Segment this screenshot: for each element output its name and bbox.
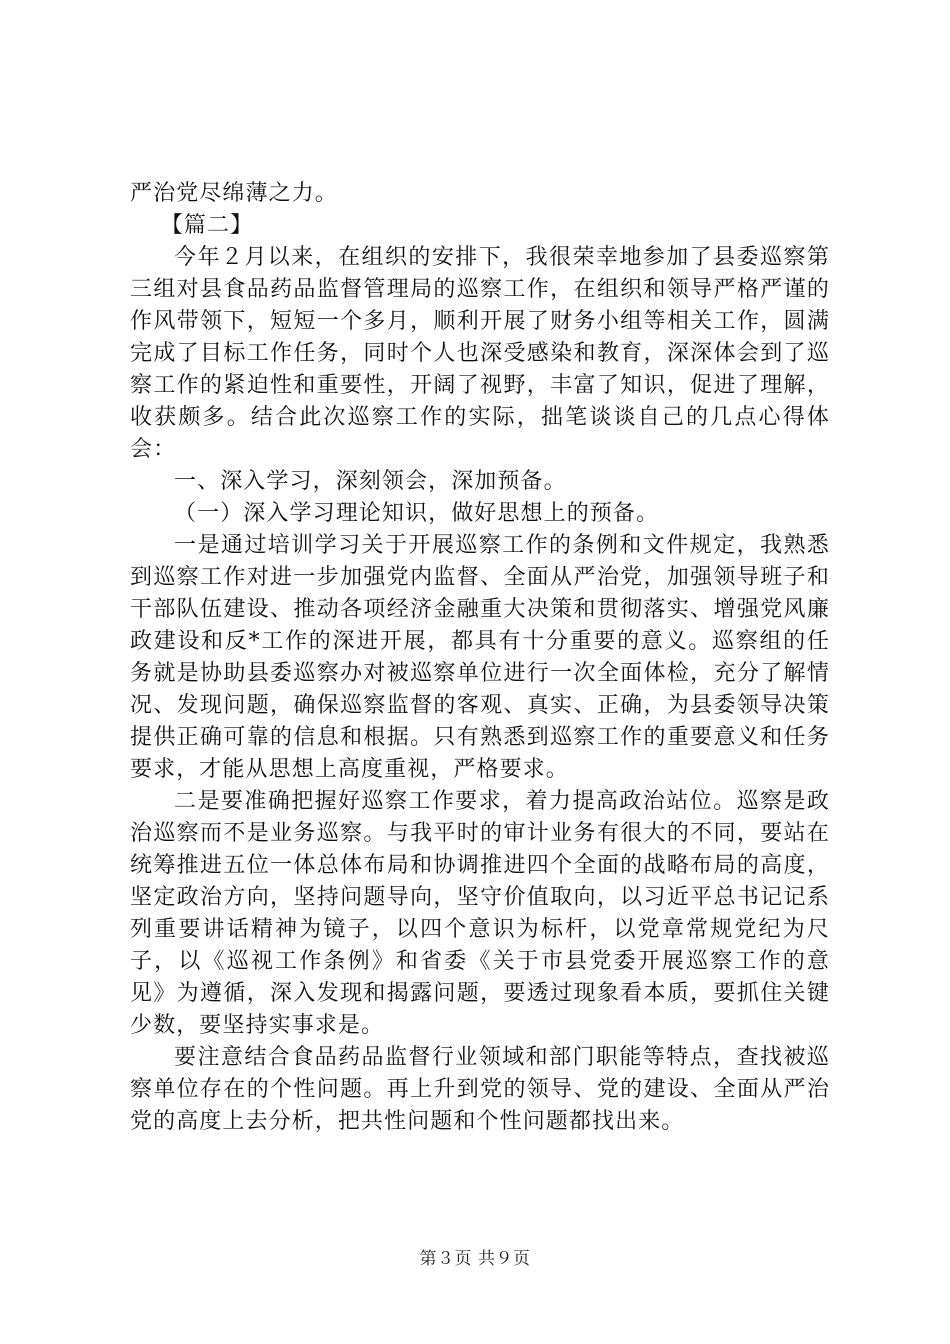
subsection-title-1: （一）深入学习理论知识，做好思想上的预备。 xyxy=(174,501,660,526)
paragraph-point-2: 二是要准确把握好巡察工作要求，着力提高政治站位。巡察是政治巡察而不是业务巡察。与我平时的审计业务有很大的不同，要站在统筹推进五位一体总体布局和协调推进四个全面的战略布局的高度，坚定政治方向，坚持问题导向，坚守价值取向，以习近平总书记记系列重要讲话精神为镜子，以四个意识为标杆，以党章常规党纪为尺子，以《巡视工作条例》和省委《关于市县党委开展巡察工作的意见》为遵循，深入发现和揭露问题，要透过现象看本质，要抓住关键少数，要坚持实事求是。 xyxy=(130,789,830,1038)
paragraph-point-3: 要注意结合食品药品监督行业领域和部门职能等特点，查找被巡察单位存在的个性问题。再上升到党的领导、党的建设、全面从严治党的高度上去分析，把共性问题和个性问题都找出来。 xyxy=(130,1045,830,1134)
paragraph-point-1: 一是通过培训学习关于开展巡察工作的条例和文件规定，我熟悉到巡察工作对进一步加强党内监督、全面从严治党，加强领导班子和干部队伍建设、推动各项经济金融重大决策和贯彻落实、增强党风廉政建设和反*工作的深进开展，都具有十分重要的意义。巡察组的任务就是协助县委巡察办对被巡察单位进行一次全面体检，充分了解情况、发现问题，确保巡察监督的客观、真实、正确，为县委领导决策提供正确可靠的信息和根据。只有熟悉到巡察工作的重要意义和任务要求，才能从思想上高度重视，严格要求。 xyxy=(130,533,830,782)
section-heading: 【篇二】 xyxy=(160,213,254,238)
paragraph-1: 严治党尽绵薄之力。 xyxy=(130,181,338,206)
page-number: 第３页 共９页 xyxy=(419,1249,531,1269)
document-body xyxy=(130,178,830,1138)
section-title-1: 一、深入学习，深刻领会，深加预备。 xyxy=(174,469,567,494)
paragraph-intro: 今年２月以来，在组织的安排下，我很荣幸地参加了县委巡察第三组对县食品药品监督管理局的巡察工作，在组织和领导严格严谨的作风带领下，短短一个多月，顺利开展了财务小组等相关工作，圆满完成了目标工作任务，同时个人也深受感染和教育，深深体会到了巡察工作的紧迫性和重要性，开阔了视野，丰富了知识，促进了理解，收获颇多。结合此次巡察工作的实际，拙笔谈谈自己的几点心得体会： xyxy=(130,245,830,462)
